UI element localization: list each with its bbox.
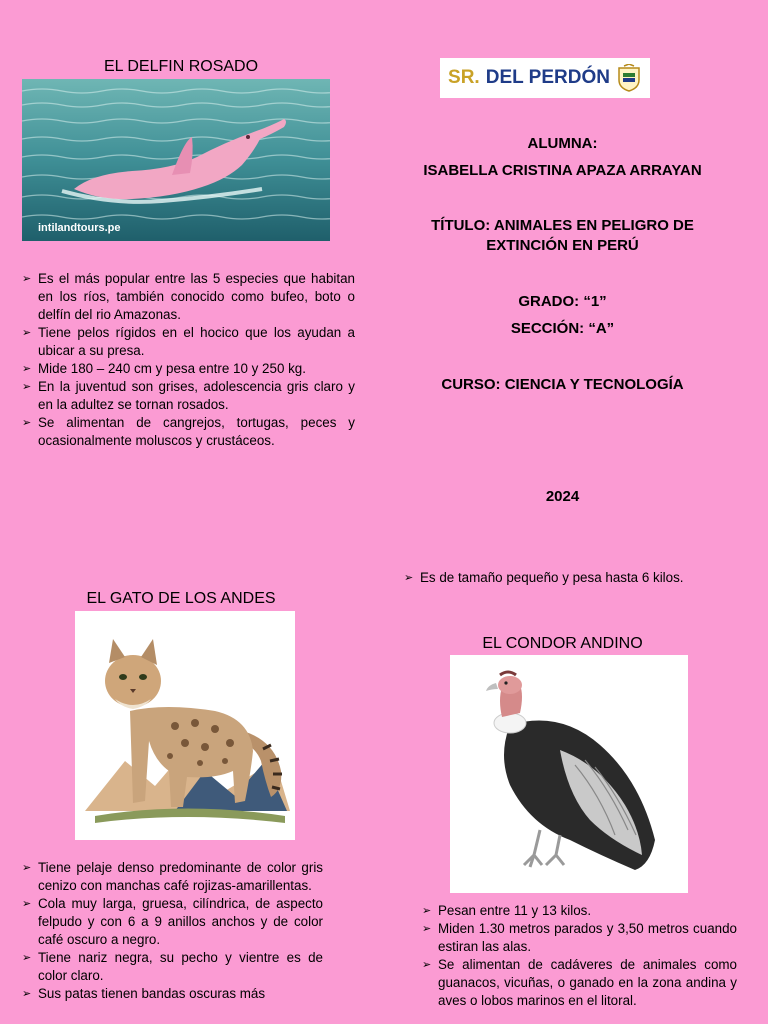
andean-cat-illustration bbox=[75, 611, 295, 840]
list-item: ➢ Es de tamaño pequeño y pesa hasta 6 kilos. bbox=[404, 569, 704, 587]
list-item: ➢ Cola muy larga, gruesa, cilíndrica, de aspecto felpudo y con 6 a 9 anillos anchos y de color café oscuro a negro. bbox=[22, 895, 323, 949]
cat-photo bbox=[75, 611, 295, 840]
logo-name-text: DEL PERDÓN bbox=[485, 67, 610, 88]
student-label: ALUMNA: bbox=[527, 135, 598, 152]
condor-photo bbox=[450, 655, 688, 893]
cat-title: EL GATO DE LOS ANDES bbox=[86, 590, 276, 607]
list-item: ➢ Miden 1.30 metros parados y 3,50 metros cuando estiran las alas. bbox=[422, 920, 737, 956]
work-title-line2: EXTINCIÓN EN PERÚ bbox=[486, 237, 639, 254]
dolphin-bullets bbox=[22, 270, 355, 450]
school-logo bbox=[440, 58, 650, 98]
list-item: ➢ Es el más popular entre las 5 especies que habitan en los ríos, también conocido como bufeo, boto o delfín del rio Amazonas. bbox=[22, 270, 355, 324]
list-item: ➢ Sus patas tienen bandas oscuras más bbox=[22, 985, 323, 1003]
year: 2024 bbox=[545, 488, 580, 505]
work-title bbox=[390, 216, 735, 256]
work-title-line1: TÍTULO: ANIMALES EN PELIGRO DE bbox=[431, 217, 694, 234]
list-item: ➢ Mide 180 – 240 cm y pesa entre 10 y 250 kg. bbox=[22, 360, 355, 378]
crest-icon bbox=[616, 64, 642, 92]
cat-bullets bbox=[22, 859, 323, 1003]
cat-extra-bullet bbox=[404, 569, 704, 587]
list-item: ➢ Tiene pelaje denso predominante de color gris cenizo con manchas café rojizas-amarillentas. bbox=[22, 859, 323, 895]
dolphin-watermark: intilandtours.pe bbox=[38, 222, 121, 234]
condor-illustration bbox=[450, 655, 688, 893]
section: SECCIÓN: “A” bbox=[510, 320, 615, 337]
student-name: ISABELLA CRISTINA APAZA ARRAYAN bbox=[423, 162, 702, 179]
list-item: ➢ En la juventud son grises, adolescencia gris claro y en la adultez se tornan rosados. bbox=[22, 378, 355, 414]
course: CURSO: CIENCIA Y TECNOLOGÍA bbox=[441, 376, 684, 393]
list-item: ➢ Tiene nariz negra, su pecho y vientre es de color claro. bbox=[22, 949, 323, 985]
list-item: ➢ Tiene pelos rígidos en el hocico que los ayudan a ubicar a su presa. bbox=[22, 324, 355, 360]
logo-sr-text: SR. bbox=[448, 67, 480, 88]
condor-bullets bbox=[422, 902, 737, 1010]
grade: GRADO: “1” bbox=[518, 293, 607, 310]
dolphin-illustration bbox=[22, 79, 330, 241]
condor-title: EL CONDOR ANDINO bbox=[482, 635, 643, 652]
dolphin-photo bbox=[22, 79, 330, 241]
list-item: ➢ Se alimentan de cangrejos, tortugas, peces y ocasionalmente moluscos y crustáceos. bbox=[22, 414, 355, 450]
list-item: ➢ Pesan entre 11 y 13 kilos. bbox=[422, 902, 737, 920]
list-item: ➢ Se alimentan de cadáveres de animales como guanacos, vicuñas, o ganado en la zona andina y aves o lobos marinos en el litoral. bbox=[422, 956, 737, 1010]
dolphin-title: EL DELFIN ROSADO bbox=[103, 58, 259, 75]
